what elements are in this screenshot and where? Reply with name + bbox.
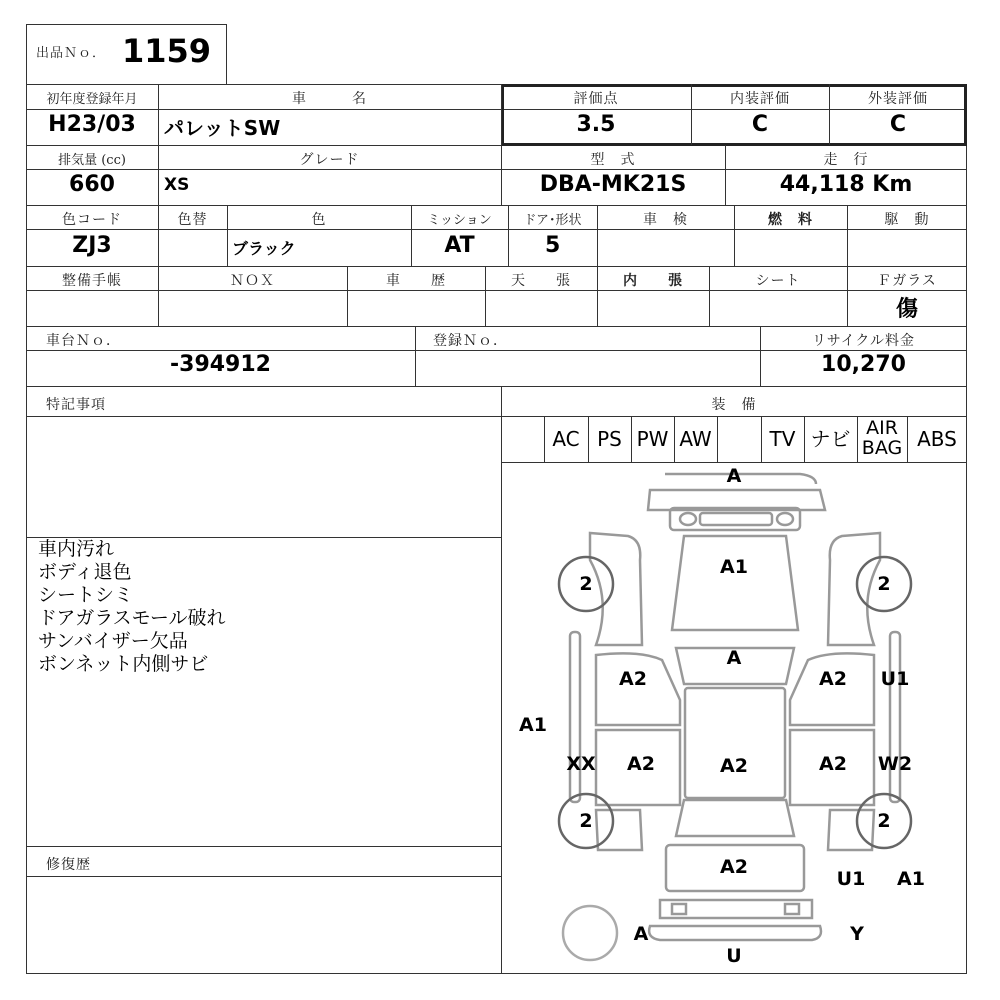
damage-mark: U1: [836, 868, 866, 890]
seat-label: シート: [755, 273, 801, 289]
damage-mark: A2: [720, 755, 748, 777]
remark-line: ボンネット内側サビ: [38, 653, 209, 675]
lot-number-value: 1159: [122, 32, 212, 70]
front-glass-value: 傷: [895, 297, 918, 322]
score-value: 3.5: [576, 112, 616, 137]
color-code-value: ZJ3: [72, 233, 112, 258]
mission-value: AT: [444, 233, 475, 258]
score-label: 評価点: [573, 91, 619, 107]
remark-line: サンバイザー欠品: [38, 630, 188, 652]
displacement-label: 排気量 (cc): [58, 153, 126, 168]
interior-lining-label: 内 張: [623, 273, 683, 289]
chassis-number-value: -394912: [170, 352, 271, 377]
exterior-rating-label: 外装評価: [868, 91, 928, 107]
color-label: 色: [311, 212, 327, 228]
equipment-pw: PW: [636, 427, 669, 451]
mileage-value: 44,118 Km: [779, 172, 913, 197]
damage-mark: A1: [519, 714, 547, 736]
mission-label: ミッション: [427, 213, 492, 228]
damage-mark: A: [726, 465, 742, 487]
tire-front-left-rating: 2: [579, 573, 593, 595]
vehicle-history-label: 車 歴: [386, 273, 446, 289]
door-label: ドア･形状: [523, 213, 582, 228]
chassis-number-label: 車台Ｎｏ．: [46, 333, 121, 349]
lot-number-label: 出品Ｎｏ．: [36, 46, 107, 61]
roof-lining-label: 天 張: [511, 273, 571, 289]
equipment-ps: PS: [597, 427, 622, 451]
door-value: 5: [545, 233, 561, 258]
front-glass-label: Ｆガラス: [877, 273, 937, 289]
equipment-ac: AC: [552, 427, 580, 451]
damage-mark: XX: [566, 753, 596, 775]
remark-line: 車内汚れ: [38, 538, 115, 560]
tire-rear-left-rating: 2: [579, 810, 593, 832]
remark-line: ドアガラスモール破れ: [38, 607, 226, 629]
damage-mark: A2: [720, 856, 748, 878]
equipment-tv: TV: [769, 427, 796, 451]
equipment-blank: [501, 416, 544, 462]
fuel-label: 燃 料: [768, 212, 813, 228]
equipment-aw: AW: [679, 427, 712, 451]
damage-mark: A2: [627, 753, 655, 775]
model-label: 型 式: [590, 152, 636, 168]
damage-mark: A1: [720, 556, 748, 578]
first-registration-value: H23/03: [48, 112, 136, 137]
displacement-value: 660: [69, 172, 115, 197]
damage-mark: Y: [850, 923, 864, 945]
nox-label: ＮＯＸ: [230, 273, 275, 289]
equipment-blank: [717, 416, 761, 462]
exterior-rating-value: C: [889, 112, 907, 137]
equipment-abs: ABS: [917, 427, 957, 451]
car-body-diagram: [501, 462, 967, 974]
color-value: ブラック: [232, 239, 296, 258]
tire-front-right-rating: 2: [877, 573, 891, 595]
repair-history-label: 修復歴: [46, 857, 91, 873]
recycle-fee-label: リサイクル料金: [811, 333, 916, 349]
damage-mark: U1: [880, 668, 910, 690]
car-name-label: 車 名: [292, 91, 367, 107]
equipment-navi: ナビ: [810, 427, 851, 451]
drive-label: 駆 動: [884, 212, 930, 228]
damage-mark: A2: [819, 668, 847, 690]
damage-mark: A1: [897, 868, 925, 890]
remarks-label: 特記事項: [46, 397, 106, 413]
model-value: DBA-MK21S: [539, 172, 687, 197]
grade-value: XS: [164, 175, 190, 195]
color-code-label: 色コード: [62, 212, 122, 228]
recycle-fee-value: 10,270: [821, 352, 906, 377]
equipment-label: 装 備: [711, 397, 757, 413]
equipment-airbag: AIR BAG: [861, 417, 903, 459]
registration-number-label: 登録Ｎｏ．: [433, 333, 508, 349]
interior-rating-label: 内装評価: [730, 91, 790, 107]
repaint-label: 色替: [177, 212, 208, 228]
damage-mark: A2: [819, 753, 847, 775]
remark-line: ボディ退色: [38, 561, 132, 583]
damage-mark: U: [726, 945, 742, 967]
maintenance-record-label: 整備手帳: [62, 273, 122, 289]
mileage-label: 走 行: [823, 152, 869, 168]
tire-rear-right-rating: 2: [877, 810, 891, 832]
damage-mark: A2: [619, 668, 647, 690]
remark-line: シートシミ: [38, 584, 134, 606]
damage-mark: W2: [877, 753, 913, 775]
vehicle-inspection-label: 車 検: [643, 212, 688, 228]
damage-mark: A: [726, 647, 742, 669]
car-name-value: パレットSW: [164, 116, 281, 140]
damage-mark: A: [633, 923, 649, 945]
interior-rating-value: C: [751, 112, 769, 137]
grade-label: グレード: [299, 152, 360, 168]
first-registration-label: 初年度登録年月: [46, 92, 138, 107]
